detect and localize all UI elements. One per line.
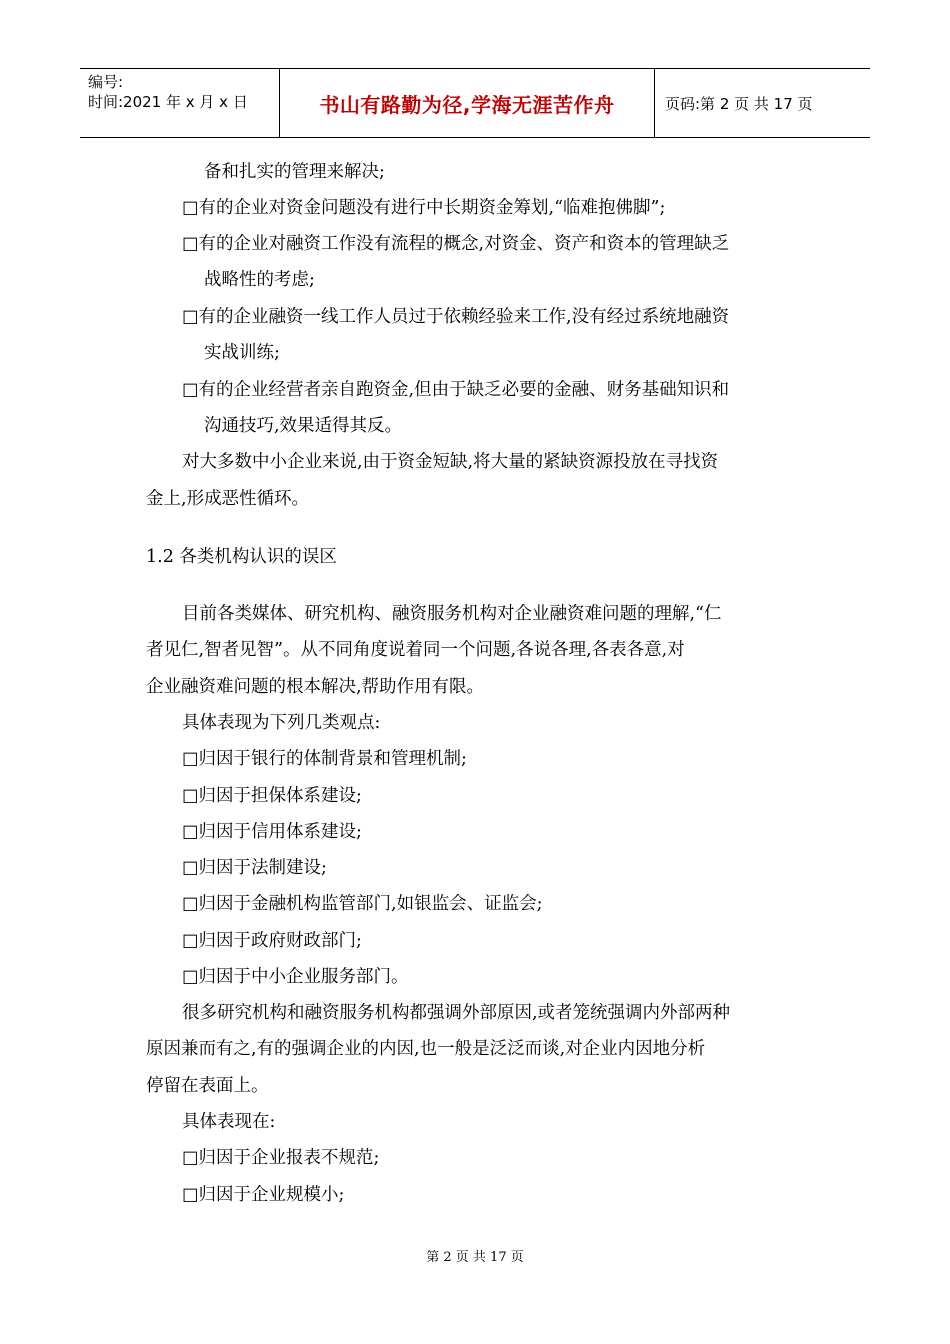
text-line: 具体表现为下列几类观点: xyxy=(182,713,381,733)
text-line: 很多研究机构和融资服务机构都强调外部原因,或者笼统强调内外部两种 xyxy=(182,1003,731,1023)
page-header xyxy=(80,68,870,138)
list-item: □归因于中小企业服务部门。 xyxy=(182,967,409,987)
list-item: □归因于金融机构监管部门,如银监会、证监会; xyxy=(182,894,543,914)
text-line: 对大多数中小企业来说,由于资金短缺,将大量的紧缺资源投放在寻找资 xyxy=(182,452,719,472)
list-item: □归因于企业报表不规范; xyxy=(182,1148,380,1168)
header-meta xyxy=(80,69,280,137)
time-label: 时间:2021 年 x 月 x 日 xyxy=(88,93,248,111)
list-item: □归因于信用体系建设; xyxy=(182,822,362,842)
list-item: □归因于政府财政部门; xyxy=(182,931,362,951)
list-item: □归因于银行的体制背景和管理机制; xyxy=(182,749,467,769)
text-line: 金上,形成恶性循环。 xyxy=(146,489,310,509)
text-line: 战略性的考虑; xyxy=(204,270,315,290)
text-line: 企业融资难问题的根本解决,帮助作用有限。 xyxy=(146,677,485,697)
text-line: 具体表现在: xyxy=(182,1112,276,1132)
header-motto: 书山有路勤为径,学海无涯苦作舟 xyxy=(280,69,655,137)
header-page-info: 页码:第 2 页 共 17 页 xyxy=(665,94,813,113)
list-item: □归因于法制建设; xyxy=(182,858,327,878)
list-item: □归因于企业规模小; xyxy=(182,1185,345,1205)
text-line: 沟通技巧,效果适得其反。 xyxy=(204,416,403,436)
section-heading: 1.2 各类机构认识的误区 xyxy=(146,547,337,567)
page-footer: 第 2 页 共 17 页 xyxy=(426,1250,524,1265)
text-line: □有的企业经营者亲自跑资金,但由于缺乏必要的金融、财务基础知识和 xyxy=(182,380,730,400)
text-line: 停留在表面上。 xyxy=(146,1076,269,1096)
text-line: □有的企业融资一线工作人员过于依赖经验来工作,没有经过系统地融资 xyxy=(182,307,730,327)
number-label: 编号: xyxy=(88,73,124,91)
text-line: 原因兼而有之,有的强调企业的内因,也一般是泛泛而谈,对企业内因地分析 xyxy=(146,1039,706,1059)
text-line: □有的企业对资金问题没有进行中长期资金筹划,“临难抱佛脚”; xyxy=(182,198,666,218)
list-item: □归因于担保体系建设; xyxy=(182,786,362,806)
text-line: □有的企业对融资工作没有流程的概念,对资金、资产和资本的管理缺乏 xyxy=(182,234,730,254)
text-line: 实战训练; xyxy=(204,343,280,363)
text-line: 备和扎实的管理来解决; xyxy=(204,162,385,182)
text-line: 目前各类媒体、研究机构、融资服务机构对企业融资难问题的理解,“仁 xyxy=(182,604,722,624)
text-line: 者见仁,智者见智”。从不同角度说着同一个问题,各说各理,各表各意,对 xyxy=(146,640,685,660)
